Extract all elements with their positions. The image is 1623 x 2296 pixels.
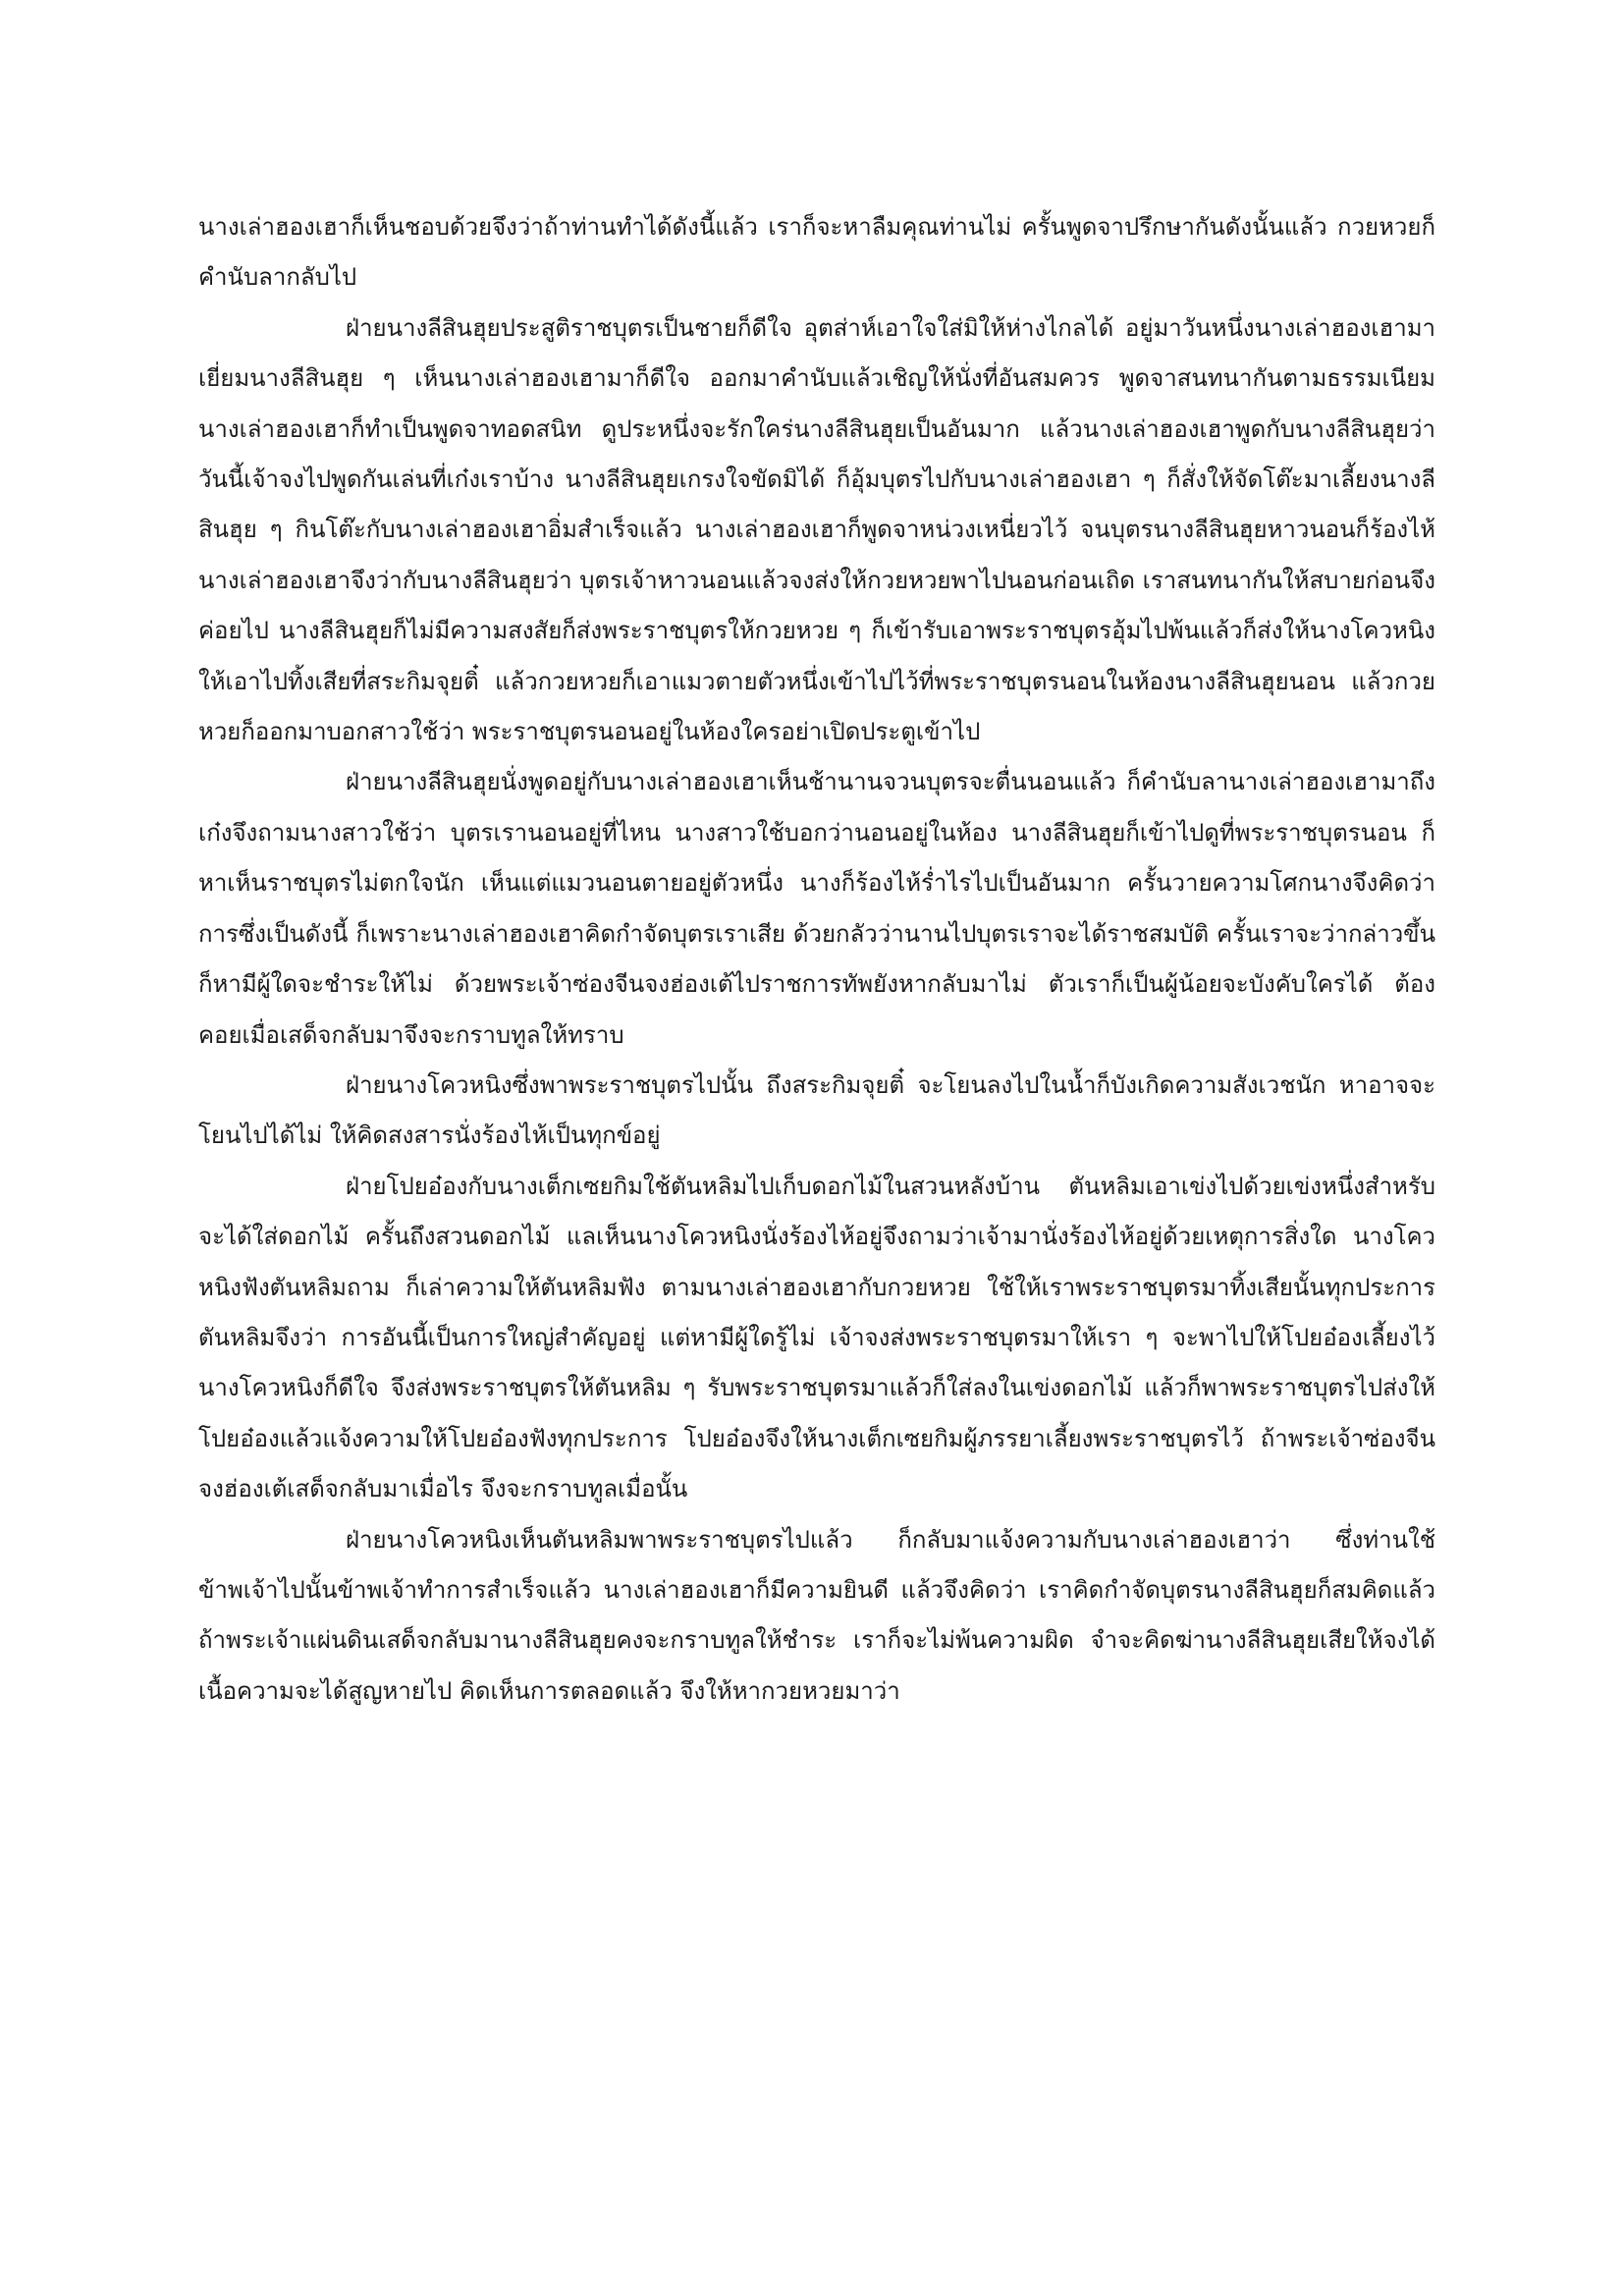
paragraph-4: ฝ่ายนางโควหนิงซึ่งพาพระราชบุตรไปนั้น ถึงสระกิมจุยติ๋ จะโยนลงไปในน้ำก็บังเกิดความสังเวชนัก หาอาจจะโยนไปได้ไม่ ให้คิดสงสารนั่งร้องไห้เป็นทุกข์อยู่ [198,1070,1435,1150]
paragraph-2: ฝ่ายนางลีสินฮุยประสูติราชบุตรเป็นชายก็ดีใจ อุตส่าห์เอาใจใส่มิให้ห่างไกลได้ อยู่มาวันหนึ่งนางเล่าฮองเฮามาเยี่ยมนางลีสินฮุย ๆ เห็นนางเล่าฮองเฮามาก็ดีใจ ออกมาคำนับแล้วเชิญให้นั่งที่อันสมควร พูดจาสนทนากันตามธรรมเนียม นางเล่าฮองเฮาก็ทำเป็นพูดจาทอดสนิท ดูประหนึ่งจะรักใคร่นางลีสินฮุยเป็นอันมาก แล้วนางเล่าฮองเฮาพูดกับนางลีสินฮุยว่า วันนี้เจ้าจงไปพูดกันเล่นที่เก๋งเราบ้าง นางลีสินฮุยเกรงใจขัดมิได้ ก็อุ้มบุตรไปกับนางเล่าฮองเฮา ๆ ก็สั่งให้จัดโต๊ะมาเลี้ยงนางลีสินฮุย ๆ กินโต๊ะกับนางเล่าฮองเฮาอิ่มสำเร็จแล้ว นางเล่าฮองเฮาก็พูดจาหน่วงเหนี่ยวไว้ จนบุตรนางลีสินฮุยหาวนอนก็ร้องไห้ นางเล่าฮองเฮาจึงว่ากับนางลีสินฮุยว่า บุตรเจ้าหาวนอนแล้วจงส่งให้กวยหวยพาไปนอนก่อนเถิด เราสนทนากันให้สบายก่อนจึงค่อยไป นางลีสินฮุยก็ไม่มีความสงสัยก็ส่งพระราชบุตรให้กวยหวย ๆ ก็เข้ารับเอาพระราชบุตรอุ้มไปพ้นแล้วก็ส่งให้นางโควหนิงให้เอาไปทิ้งเสียที่สระกิมจุยติ๋ แล้วกวยหวยก็เอาแมวตายตัวหนึ่งเข้าไปไว้ที่พระราชบุตรนอนในห้องนางลีสินฮุยนอน แล้วกวยหวยก็ออกมาบอกสาวใช้ว่า พระราชบุตรนอนอยู่ในห้องใครอย่าเปิดประตูเข้าไป [198,313,1435,746]
paragraph-5: ฝ่ายโปยอ๋องกับนางเต็กเซยกิมใช้ตันหลิมไปเก็บดอกไม้ในสวนหลังบ้าน ตันหลิมเอาเข่งไปด้วยเข่งหนึ่งสำหรับจะได้ใส่ดอกไม้ ครั้นถึงสวนดอกไม้ แลเห็นนางโควหนิงนั่งร้องไห้อยู่จึงถามว่าเจ้ามานั่งร้องไห้อยู่ด้วยเหตุการสิ่งใด นางโควหนิงฟังตันหลิมถาม ก็เล่าความให้ตันหลิมฟัง ตามนางเล่าฮองเฮากับกวยหวย ใช้ให้เราพระราชบุตรมาทิ้งเสียนั้นทุกประการ ตันหลิมจึงว่า การอันนี้เป็นการใหญ่สำคัญอยู่ แต่หามีผู้ใดรู้ไม่ เจ้าจงส่งพระราชบุตรมาให้เรา ๆ จะพาไปให้โปยอ๋องเลี้ยงไว้ นางโควหนิงก็ดีใจ จึงส่งพระราชบุตรให้ตันหลิม ๆ รับพระราชบุตรมาแล้วก็ใส่ลงในเข่งดอกไม้ แล้วก็พาพระราชบุตรไปส่งให้โปยอ๋องแล้วแจ้งความให้โปยอ๋องฟังทุกประการ โปยอ๋องจึงให้นางเต็กเซยกิมผู้ภรรยาเลี้ยงพระราชบุตรไว้ ถ้าพระเจ้าซ่องจีนจงฮ่องเต้เสด็จกลับมาเมื่อไร จึงจะกราบทูลเมื่อนั้น [198,1172,1435,1503]
paragraph-3: ฝ่ายนางลีสินฮุยนั่งพูดอยู่กับนางเล่าฮองเฮาเห็นช้านานจวนบุตรจะตื่นนอนแล้ว ก็คำนับลานางเล่าฮองเฮามาถึงเก๋งจึงถามนางสาวใช้ว่า บุตรเรานอนอยู่ที่ไหน นางสาวใช้บอกว่านอนอยู่ในห้อง นางลีสินฮุยก็เข้าไปดูที่พระราชบุตรนอน ก็หาเห็นราชบุตรไม่ตกใจนัก เห็นแต่แมวนอนตายอยู่ตัวหนึ่ง นางก็ร้องไห้ร่ำไรไปเป็นอันมาก ครั้นวายความโศกนางจึงคิดว่า การซึ่งเป็นดังนี้ ก็เพราะนางเล่าฮองเฮาคิดกำจัดบุตรเราเสีย ด้วยกลัวว่านานไปบุตรเราจะได้ราชสมบัติ ครั้นเราจะว่ากล่าวขึ้นก็หามีผู้ใดจะชำระให้ไม่ ด้วยพระเจ้าซ่องจีนจงฮ่องเต้ไปราชการทัพยังหากลับมาไม่ ตัวเราก็เป็นผู้น้อยจะบังคับใครได้ ต้องคอยเมื่อเสด็จกลับมาจึงจะกราบทูลให้ทราบ [198,768,1435,1049]
paragraph-6: ฝ่ายนางโควหนิงเห็นตันหลิมพาพระราชบุตรไปแล้ว ก็กลับมาแจ้งความกับนางเล่าฮองเฮาว่า ซึ่งท่านใช้ข้าพเจ้าไปนั้นข้าพเจ้าทำการสำเร็จแล้ว นางเล่าฮองเฮาก็มีความยินดี แล้วจึงคิดว่า เราคิดกำจัดบุตรนางลีสินฮุยก็สมคิดแล้ว ถ้าพระเจ้าแผ่นดินเสด็จกลับมานางลีสินฮุยคงจะกราบทูลให้ชำระ เราก็จะไม่พ้นความผิด จำจะคิดฆ่านางลีสินฮุยเสียให้จงได้ เนื้อความจะได้สูญหายไป คิดเห็นการตลอดแล้ว จึงให้หากวยหวยมาว่า [198,1525,1435,1705]
document-page [198,202,1435,1717]
paragraph-1: นางเล่าฮองเฮาก็เห็นชอบด้วยจึงว่าถ้าท่านทำได้ดังนี้แล้ว เราก็จะหาลืมคุณท่านไม่ ครั้นพูดจาปรึกษากันดังนั้นแล้ว กวยหวยก็คำนับลากลับไป [198,213,1435,292]
